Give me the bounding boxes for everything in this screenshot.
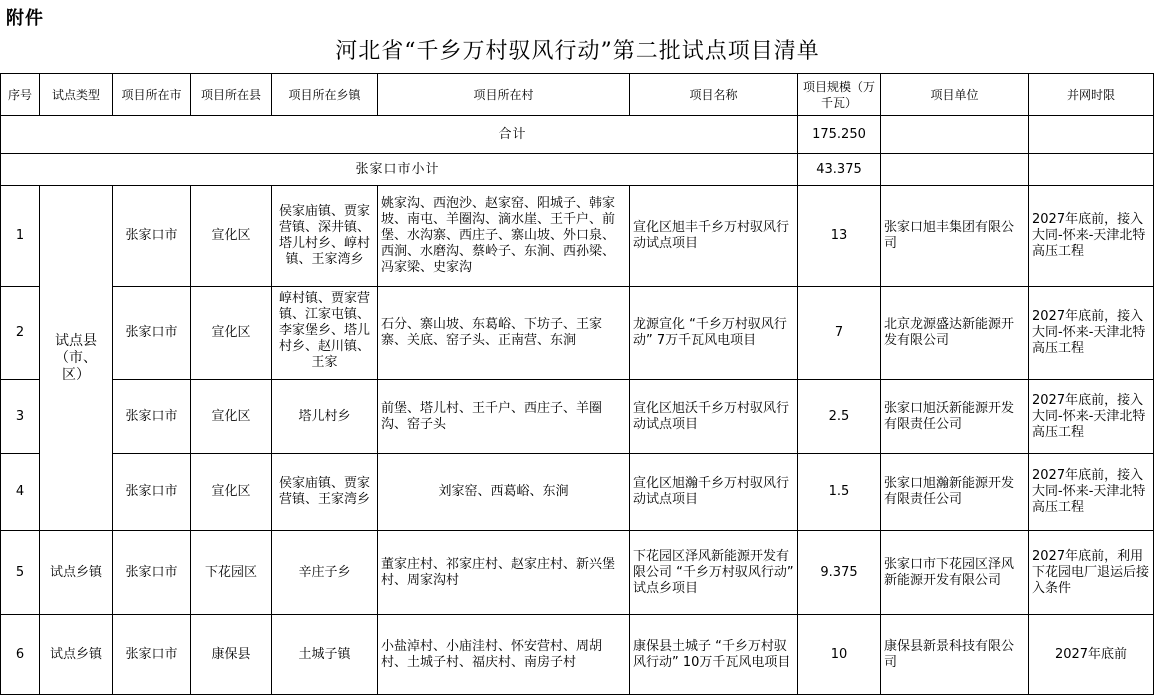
group-type-label: 试点县（市、区） [55, 332, 97, 383]
row-scale: 1.5 [798, 454, 881, 531]
row-county: 宣化区 [191, 380, 272, 454]
col-header-name: 项目名称 [630, 74, 798, 116]
row-scale: 13 [798, 186, 881, 287]
row-unit: 张家口旭丰集团有限公司 [881, 186, 1029, 287]
col-header-county: 项目所在县 [191, 74, 272, 116]
row-county: 宣化区 [191, 287, 272, 380]
row-township: 侯家庙镇、贾家营镇、深井镇、塔儿村乡、崞村镇、王家湾乡 [272, 186, 378, 287]
row-village: 董家庄村、祁家庄村、赵家庄村、新兴堡村、周家沟村 [378, 531, 630, 615]
row-city: 张家口市 [113, 380, 191, 454]
total-row [1, 116, 1154, 154]
subtotal-label: 张家口市小计 [1, 154, 798, 186]
row-county: 宣化区 [191, 186, 272, 287]
row-scale: 2.5 [798, 380, 881, 454]
row-city: 张家口市 [113, 615, 191, 695]
row-type: 试点乡镇 [40, 615, 113, 695]
col-header-scale: 项目规模（万千瓦） [798, 74, 881, 116]
subtotal-row [1, 154, 1154, 186]
row-township: 侯家庙镇、贾家营镇、王家湾乡 [272, 454, 378, 531]
row-grid: 2027年底前，接入大同-怀来-天津北特高压工程 [1029, 380, 1154, 454]
table-row [1, 454, 1154, 531]
row-type: 试点乡镇 [40, 531, 113, 615]
table-row [1, 186, 1154, 287]
total-value: 175.250 [798, 116, 881, 154]
table-row [1, 531, 1154, 615]
row-city: 张家口市 [113, 531, 191, 615]
row-city: 张家口市 [113, 287, 191, 380]
col-header-village: 项目所在村 [378, 74, 630, 116]
row-project-name: 龙源宣化 “千乡万村驭风行动” 7万千瓦风电项目 [630, 287, 798, 380]
row-grid: 2027年底前 [1029, 615, 1154, 695]
row-seq: 4 [1, 454, 40, 531]
header-row [1, 74, 1154, 116]
row-village: 姚家沟、西泡沙、赵家窑、阳城子、韩家坡、南屯、羊圈沟、滴水崖、王千户、前堡、水沟寨、西庄子、寨山坡、外口泉、西涧、水磨沟、蔡岭子、东涧、西孙梁、冯家梁、史家沟 [378, 186, 630, 287]
subtotal-grid-empty [1029, 154, 1154, 186]
total-grid-empty [1029, 116, 1154, 154]
row-city: 张家口市 [113, 454, 191, 531]
row-seq: 1 [1, 186, 40, 287]
table-row [1, 287, 1154, 380]
total-label: 合计 [1, 116, 798, 154]
row-township: 辛庄子乡 [272, 531, 378, 615]
subtotal-value: 43.375 [798, 154, 881, 186]
col-header-type: 试点类型 [40, 74, 113, 116]
row-scale: 9.375 [798, 531, 881, 615]
project-table [0, 73, 1154, 695]
row-county: 康保县 [191, 615, 272, 695]
col-header-grid: 并网时限 [1029, 74, 1154, 116]
row-township: 土城子镇 [272, 615, 378, 695]
row-scale: 7 [798, 287, 881, 380]
row-seq: 2 [1, 287, 40, 380]
row-type-group [40, 186, 113, 531]
row-project-name: 康保县土城子 “千乡万村驭风行动” 10万千瓦风电项目 [630, 615, 798, 695]
row-unit: 张家口旭瀚新能源开发有限责任公司 [881, 454, 1029, 531]
row-scale: 10 [798, 615, 881, 695]
row-grid: 2027年底前，接入大同-怀来-天津北特高压工程 [1029, 287, 1154, 380]
row-project-name: 宣化区旭瀚千乡万村驭风行动试点项目 [630, 454, 798, 531]
row-project-name: 下花园区泽风新能源开发有限公司 “千乡万村驭风行动” 试点乡项目 [630, 531, 798, 615]
row-grid: 2027年底前，接入大同-怀来-天津北特高压工程 [1029, 454, 1154, 531]
col-header-city: 项目所在市 [113, 74, 191, 116]
row-seq: 5 [1, 531, 40, 615]
subtotal-unit-empty [881, 154, 1029, 186]
row-unit: 康保县新景科技有限公司 [881, 615, 1029, 695]
row-city: 张家口市 [113, 186, 191, 287]
row-project-name: 宣化区旭丰千乡万村驭风行动试点项目 [630, 186, 798, 287]
row-grid: 2027年底前，接入大同-怀来-天津北特高压工程 [1029, 186, 1154, 287]
table-row [1, 615, 1154, 695]
row-village: 小盐淖村、小庙洼村、怀安营村、周胡村、土城子村、福庆村、南房子村 [378, 615, 630, 695]
row-township: 塔儿村乡 [272, 380, 378, 454]
col-header-seq: 序号 [1, 74, 40, 116]
row-village: 刘家窑、西葛峪、东涧 [378, 454, 630, 531]
row-county: 宣化区 [191, 454, 272, 531]
row-county: 下花园区 [191, 531, 272, 615]
row-township-text: 崞村镇、贾家营镇、江家屯镇、李家堡乡、塔儿村乡、赵川镇、王家 [278, 290, 370, 370]
row-township [272, 287, 378, 380]
row-seq: 6 [1, 615, 40, 695]
col-header-unit: 项目单位 [881, 74, 1029, 116]
row-village: 石分、寨山坡、东葛峪、下坊子、王家寨、关底、窑子头、正南营、东涧 [378, 287, 630, 380]
row-seq: 3 [1, 380, 40, 454]
total-unit-empty [881, 116, 1029, 154]
attachment-label: 附件 [6, 8, 44, 29]
page-title: 河北省“千乡万村驭风行动”第二批试点项目清单 [335, 39, 820, 64]
row-project-name: 宣化区旭沃千乡万村驭风行动试点项目 [630, 380, 798, 454]
row-grid: 2027年底前，利用下花园电厂退运后接入条件 [1029, 531, 1154, 615]
row-unit: 张家口旭沃新能源开发有限责任公司 [881, 380, 1029, 454]
table-row [1, 380, 1154, 454]
row-unit: 北京龙源盛达新能源开发有限公司 [881, 287, 1029, 380]
row-unit: 张家口市下花园区泽风新能源开发有限公司 [881, 531, 1029, 615]
row-village: 前堡、塔儿村、王千户、西庄子、羊圈沟、窑子头 [378, 380, 630, 454]
col-header-township: 项目所在乡镇 [272, 74, 378, 116]
